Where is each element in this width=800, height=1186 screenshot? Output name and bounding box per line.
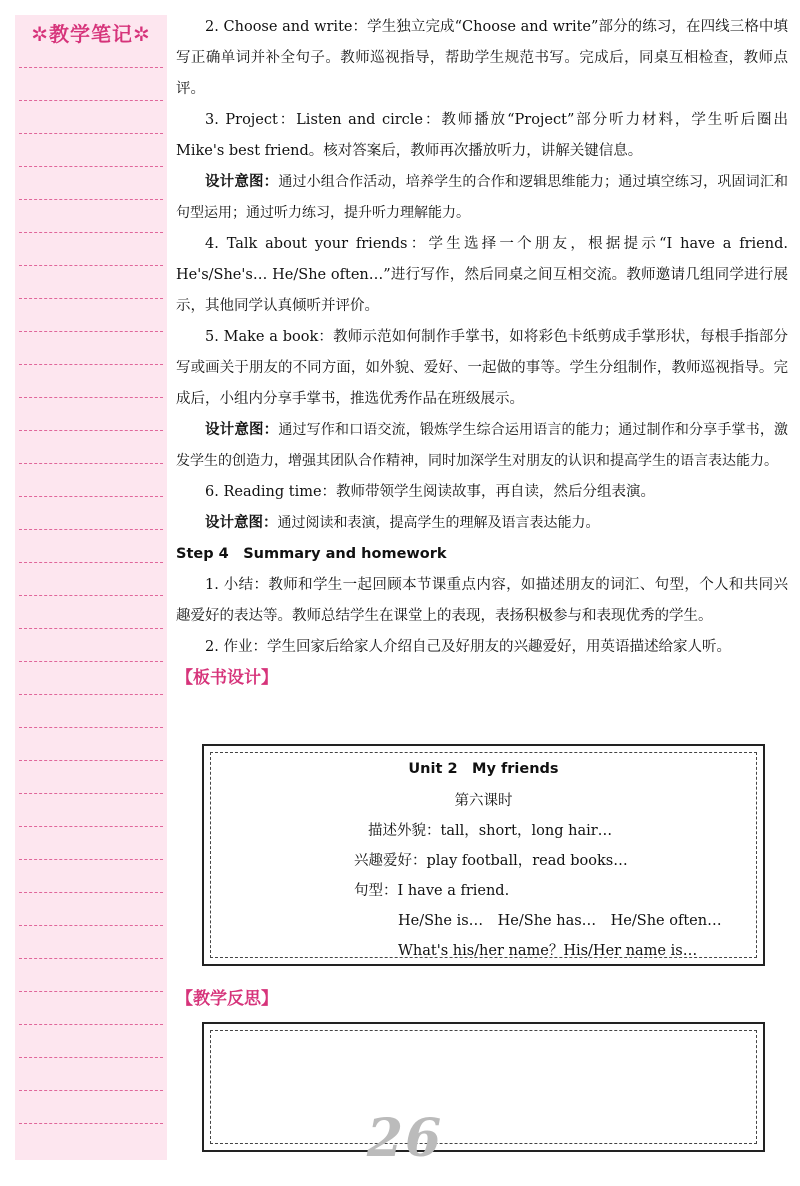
reflection-heading: 【教学反思】	[176, 989, 278, 1009]
board-line-sentence: 句型：I have a friend.	[354, 883, 510, 899]
main-content	[176, 12, 788, 693]
note-line	[19, 298, 163, 299]
board-design-heading: 【板书设计】	[176, 668, 278, 688]
note-line	[19, 430, 163, 431]
design-intent-text: 通过小组合作活动，培养学生的合作和逻辑思维能力；通过填空练习，巩固词汇和句型运用；通过听力练习，提升听力理解能力。	[176, 174, 788, 221]
page-number: 26	[366, 1108, 444, 1169]
board-design-box	[202, 744, 765, 966]
board-title: Unit 2 My friends	[408, 761, 559, 777]
note-line	[19, 892, 163, 893]
board-line-hobbies: 兴趣爱好：play football，read books…	[354, 853, 628, 869]
sidebar-title: ✲教学笔记✲	[31, 22, 151, 46]
design-intent-label: 设计意图：	[205, 174, 279, 190]
note-line	[19, 661, 163, 662]
note-line	[19, 67, 163, 68]
note-line	[19, 100, 163, 101]
design-intent-1	[176, 167, 788, 229]
note-line	[19, 529, 163, 530]
step-4-heading: Step 4 Summary and homework	[176, 546, 447, 562]
board-line-patterns: He/She is… He/She has… He/She often…	[398, 913, 722, 929]
note-line	[19, 595, 163, 596]
design-intent-text: 通过阅读和表演，提高学生的理解及语言表达能力。	[277, 515, 600, 531]
note-line	[19, 463, 163, 464]
design-intent-3	[176, 508, 788, 539]
board-line-appearance: 描述外貌：tall，short，long hair…	[368, 823, 613, 839]
design-intent-text: 通过写作和口语交流，锻炼学生综合运用语言的能力；通过制作和分享手掌书，激发学生的创造力，增强其团队合作精神，同时加深学生对朋友的认识和提高学生的语言表达能力。	[176, 422, 788, 469]
note-line	[19, 496, 163, 497]
note-line	[19, 859, 163, 860]
note-line	[19, 760, 163, 761]
note-line	[19, 397, 163, 398]
note-line	[19, 1057, 163, 1058]
note-line	[19, 166, 163, 167]
paragraph-talk-about-friends: 4. Talk about your friends：学生选择一个朋友，根据提示“I have a friend. He's/She's… He/She often…”进行写作，然后同桌之间互相交流。教师邀请几组同学进行展示，其他同学认真倾听并评价。	[176, 236, 788, 314]
note-line	[19, 199, 163, 200]
board-lesson: 第六课时	[454, 793, 513, 809]
note-line	[19, 1024, 163, 1025]
paragraph-choose-and-write: 2. Choose and write：学生独立完成“Choose and write”部分的练习，在四线三格中填写正确单词并补全句子。教师巡视指导，帮助学生规范书写。完成后，同桌互相检查，教师点评。	[176, 19, 788, 97]
paragraph-make-a-book: 5. Make a book：教师示范如何制作手掌书，如将彩色卡纸剪成手掌形状，每根手指部分写或画关于朋友的不同方面，如外貌、爱好、一起做的事等。学生分组制作，教师巡视指导。完成后，小组内分享手掌书，推选优秀作品在班级展示。	[176, 329, 788, 407]
paragraph-project: 3. Project：Listen and circle：教师播放“Project”部分听力材料，学生听后圈出 Mike's best friend。核对答案后，教师再次播放听力，讲解关键信息。	[176, 112, 788, 159]
note-line	[19, 265, 163, 266]
design-intent-label: 设计意图：	[205, 515, 278, 531]
note-line	[19, 991, 163, 992]
note-line	[19, 793, 163, 794]
paragraph-summary: 1. 小结：教师和学生一起回顾本节课重点内容，如描述朋友的词汇、句型，个人和共同兴趣爱好的表达等。教师总结学生在课堂上的表现，表扬积极参与和表现优秀的学生。	[176, 577, 788, 624]
board-line-name: What's his/her name？His/Her name is…	[398, 943, 698, 959]
note-line	[19, 628, 163, 629]
paragraph-homework: 2. 作业：学生回家后给家人介绍自己及好朋友的兴趣爱好，用英语描述给家人听。	[205, 639, 731, 655]
notes-sidebar	[15, 15, 167, 1160]
note-line	[19, 232, 163, 233]
note-line	[19, 694, 163, 695]
note-line	[19, 562, 163, 563]
paragraph-reading-time: 6. Reading time：教师带领学生阅读故事，再自读，然后分组表演。	[205, 484, 656, 500]
note-line	[19, 1090, 163, 1091]
note-line	[19, 826, 163, 827]
note-line	[19, 133, 163, 134]
reflection-box	[202, 1022, 765, 1152]
note-line	[19, 958, 163, 959]
note-line	[19, 727, 163, 728]
note-line	[19, 925, 163, 926]
note-line	[19, 364, 163, 365]
note-line	[19, 331, 163, 332]
design-intent-2	[176, 415, 788, 477]
design-intent-label: 设计意图：	[205, 422, 279, 438]
note-line	[19, 1123, 163, 1124]
